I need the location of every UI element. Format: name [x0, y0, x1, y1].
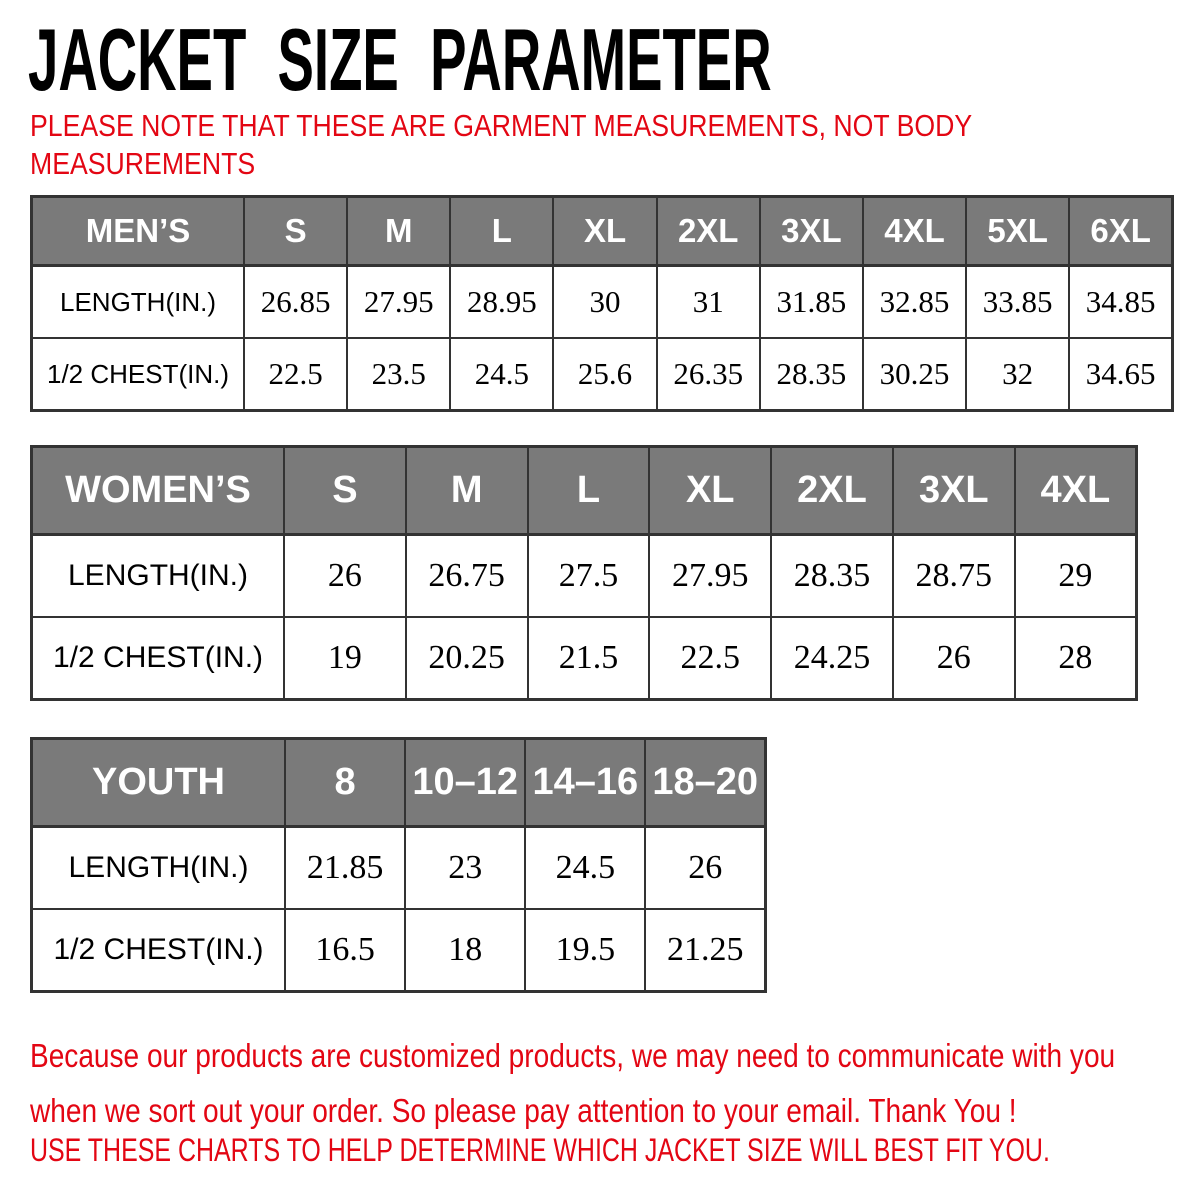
youth-table-row-label-1: LENGTH(IN.)	[32, 827, 286, 910]
customization-notice-line-1: Because our products are customized products, we may need to communicate with you	[30, 1037, 1116, 1074]
youth-table-value-1-1: 21.85	[285, 827, 405, 910]
page-title: JACKET SIZE PARAMETER	[28, 10, 772, 109]
womens-table-size-header-2: M	[406, 447, 528, 535]
womens-table-value-1-2: 26.75	[406, 535, 528, 618]
womens-table-value-1-5: 28.35	[771, 535, 893, 618]
womens-table-value-2-4: 22.5	[649, 617, 771, 700]
womens-table-value-2-2: 20.25	[406, 617, 528, 700]
womens-table-size-header-4: XL	[649, 447, 771, 535]
womens-table-value-2-3: 21.5	[528, 617, 650, 700]
youth-table-value-1-2: 23	[405, 827, 525, 910]
womens-table-value-1-4: 27.95	[649, 535, 771, 618]
womens-table-value-2-6: 26	[893, 617, 1015, 700]
mens-table-grid	[30, 195, 1174, 412]
mens-table-value-2-2: 23.5	[347, 338, 450, 411]
mens-table-value-2-3: 24.5	[450, 338, 553, 411]
womens-table-row-label-1: LENGTH(IN.)	[32, 535, 285, 618]
mens-table-value-2-7: 30.25	[863, 338, 966, 411]
mens-table-value-1-4: 30	[553, 266, 656, 339]
womens-table-value-2-5: 24.25	[771, 617, 893, 700]
womens-table	[30, 445, 1138, 701]
mens-table-value-1-9: 34.85	[1069, 266, 1172, 339]
youth-table	[30, 737, 767, 993]
youth-table-size-header-4: 18–20	[645, 739, 765, 827]
womens-table-size-header-1: S	[284, 447, 406, 535]
youth-table-title-cell: YOUTH	[32, 739, 286, 827]
womens-table-size-header-6: 3XL	[893, 447, 1015, 535]
youth-table-row-label-2: 1/2 CHEST(IN.)	[32, 909, 286, 992]
mens-table-value-2-6: 28.35	[760, 338, 863, 411]
mens-table-size-header-1: S	[244, 197, 347, 266]
mens-table-size-header-6: 3XL	[760, 197, 863, 266]
mens-table-value-2-1: 22.5	[244, 338, 347, 411]
womens-table-size-header-7: 4XL	[1015, 447, 1137, 535]
youth-table-size-header-1: 8	[285, 739, 405, 827]
mens-table-value-2-8: 32	[966, 338, 1069, 411]
womens-table-value-1-1: 26	[284, 535, 406, 618]
mens-table-value-2-9: 34.65	[1069, 338, 1172, 411]
mens-table-size-header-5: 2XL	[657, 197, 760, 266]
womens-table-grid	[30, 445, 1138, 701]
fit-advice-line: USE THESE CHARTS TO HELP DETERMINE WHICH JACKET SIZE WILL BEST FIT YOU.	[30, 1132, 1050, 1168]
womens-table-value-1-7: 29	[1015, 535, 1137, 618]
youth-table-value-2-4: 21.25	[645, 909, 765, 992]
garment-measurement-note-line-1: PLEASE NOTE THAT THESE ARE GARMENT MEASUREMENTS, NOT BODY	[30, 108, 973, 143]
youth-table-size-header-2: 10–12	[405, 739, 525, 827]
mens-table	[30, 195, 1174, 412]
youth-table-grid	[30, 737, 767, 993]
customization-notice-line-2: when we sort out your order. So please pay attention to your email. Thank You !	[30, 1092, 1017, 1129]
youth-table-value-2-1: 16.5	[285, 909, 405, 992]
mens-table-value-1-1: 26.85	[244, 266, 347, 339]
youth-table-value-2-2: 18	[405, 909, 525, 992]
mens-table-value-1-6: 31.85	[760, 266, 863, 339]
womens-table-row-label-2: 1/2 CHEST(IN.)	[32, 617, 285, 700]
mens-table-value-1-5: 31	[657, 266, 760, 339]
customization-notice	[30, 1028, 1115, 1138]
mens-table-size-header-2: M	[347, 197, 450, 266]
mens-table-value-2-5: 26.35	[657, 338, 760, 411]
mens-table-title-cell: MEN’S	[32, 197, 245, 266]
mens-table-size-header-4: XL	[553, 197, 656, 266]
youth-table-value-1-4: 26	[645, 827, 765, 910]
mens-table-row-label-2: 1/2 CHEST(IN.)	[32, 338, 245, 411]
youth-table-value-2-3: 19.5	[525, 909, 645, 992]
mens-table-size-header-9: 6XL	[1069, 197, 1172, 266]
womens-table-title-cell: WOMEN’S	[32, 447, 285, 535]
garment-measurement-note-line-2: MEASUREMENTS	[30, 146, 256, 181]
youth-table-size-header-3: 14–16	[525, 739, 645, 827]
mens-table-size-header-7: 4XL	[863, 197, 966, 266]
womens-table-value-2-7: 28	[1015, 617, 1137, 700]
garment-measurement-note	[30, 107, 972, 183]
mens-table-size-header-8: 5XL	[966, 197, 1069, 266]
womens-table-value-1-6: 28.75	[893, 535, 1015, 618]
mens-table-value-1-8: 33.85	[966, 266, 1069, 339]
mens-table-value-1-3: 28.95	[450, 266, 553, 339]
womens-table-size-header-5: 2XL	[771, 447, 893, 535]
mens-table-row-label-1: LENGTH(IN.)	[32, 266, 245, 339]
youth-table-value-1-3: 24.5	[525, 827, 645, 910]
mens-table-size-header-3: L	[450, 197, 553, 266]
womens-table-value-2-1: 19	[284, 617, 406, 700]
womens-table-value-1-3: 27.5	[528, 535, 650, 618]
womens-table-size-header-3: L	[528, 447, 650, 535]
mens-table-value-1-7: 32.85	[863, 266, 966, 339]
mens-table-value-1-2: 27.95	[347, 266, 450, 339]
mens-table-value-2-4: 25.6	[553, 338, 656, 411]
